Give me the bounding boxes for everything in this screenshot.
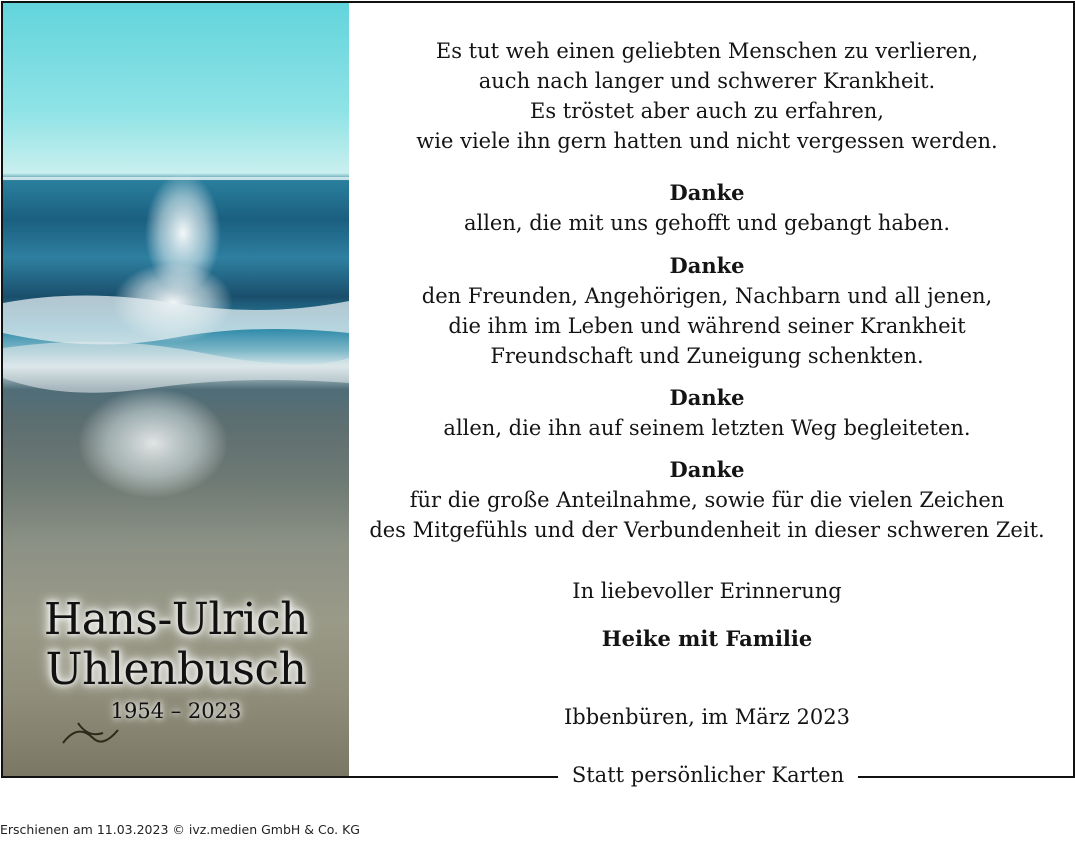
footer-label: Statt persönlicher Karten bbox=[558, 760, 858, 790]
thanks-line: Freundschaft und Zuneigung schenkten. bbox=[490, 344, 924, 368]
thanks-heading: Danke bbox=[669, 457, 745, 482]
poem bbox=[349, 36, 1065, 156]
poem-line: wie viele ihn gern hatten und nicht vergessen werden. bbox=[416, 129, 998, 153]
remembrance: In liebevoller Erinnerung bbox=[572, 579, 842, 603]
thanks-line: die ihm im Leben und während seiner Krankheit bbox=[448, 314, 966, 338]
obituary-card bbox=[1, 1, 1075, 778]
sea-beach-image bbox=[3, 3, 349, 776]
thanks-block-1 bbox=[349, 178, 1065, 238]
life-years: 1954 – 2023 bbox=[110, 699, 242, 723]
thanks-heading: Danke bbox=[669, 180, 745, 205]
thanks-heading: Danke bbox=[669, 385, 745, 410]
deceased-last-name: Uhlenbusch bbox=[45, 644, 307, 695]
place-date: Ibbenbüren, im März 2023 bbox=[564, 705, 850, 729]
thanks-block-2 bbox=[349, 251, 1065, 371]
thanks-heading: Danke bbox=[669, 253, 745, 278]
thanks-line: den Freunden, Angehörigen, Nachbarn und all jenen, bbox=[421, 284, 993, 308]
thanks-block-3 bbox=[349, 383, 1065, 443]
thanks-line: allen, die mit uns gehofft und gebangt haben. bbox=[463, 211, 951, 235]
publication-credit: Erschienen am 11.03.2023 © ivz.medien GmbH & Co. KG bbox=[0, 822, 360, 837]
deceased-name-block bbox=[3, 595, 349, 723]
poem-line: Es tut weh einen geliebten Menschen zu verlieren, bbox=[435, 39, 979, 63]
poem-line: auch nach langer und schwerer Krankheit. bbox=[478, 69, 936, 93]
obituary-text bbox=[349, 3, 1065, 776]
thanks-block-4 bbox=[349, 455, 1065, 545]
thanks-line: allen, die ihn auf seinem letzten Weg begleiteten. bbox=[443, 416, 971, 440]
signature: Heike mit Familie bbox=[601, 626, 813, 651]
thanks-line: des Mitgefühls und der Verbundenheit in dieser schweren Zeit. bbox=[369, 518, 1045, 542]
poem-line: Es tröstet aber auch zu erfahren, bbox=[530, 99, 884, 123]
thanks-line: für die große Anteilnahme, sowie für die vielen Zeichen bbox=[409, 488, 1005, 512]
deceased-first-name: Hans-Ulrich bbox=[43, 594, 309, 645]
footer-caption bbox=[346, 760, 1070, 790]
